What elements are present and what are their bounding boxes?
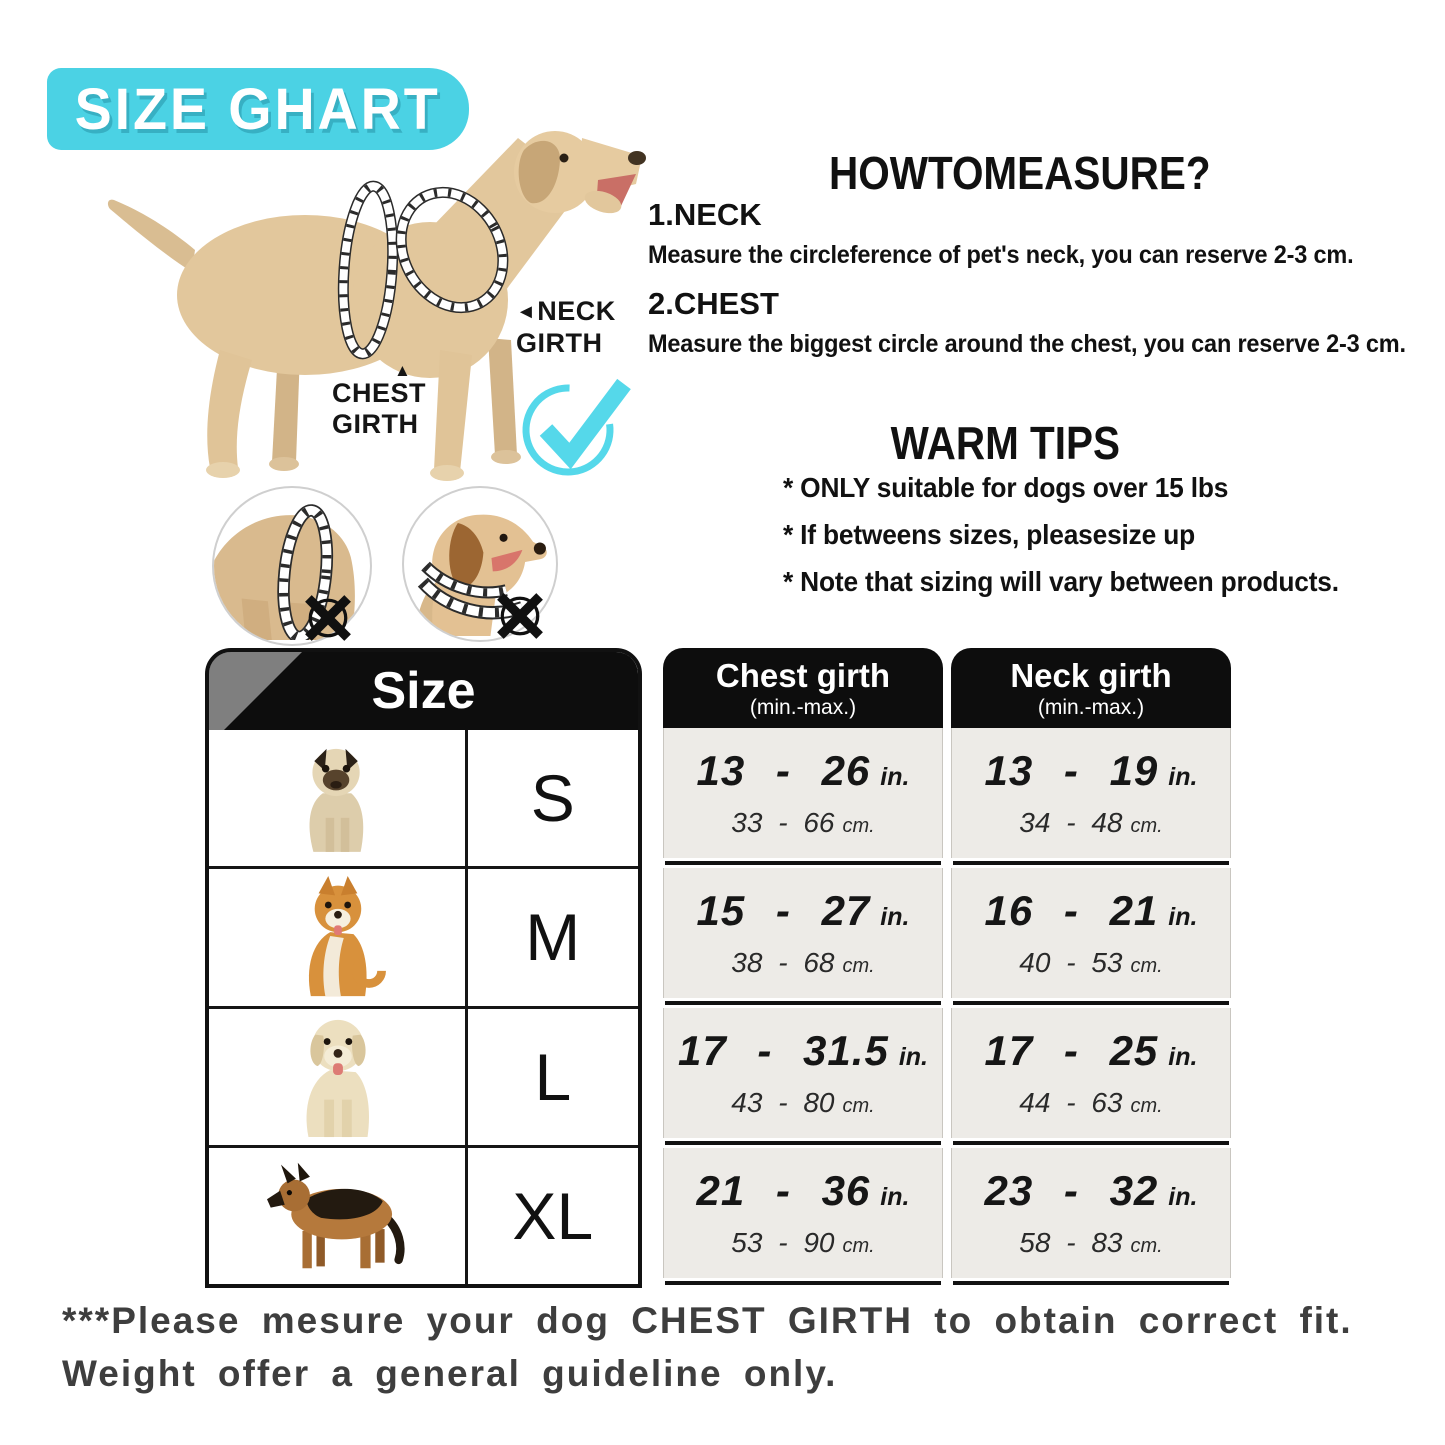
- footnote-line2: Weight offer a general guideline only.: [62, 1353, 838, 1394]
- size-table: [205, 648, 642, 1288]
- how-to-measure-heading: HOWTOMEASURE?: [829, 147, 1211, 199]
- step-neck-label: 1.NECK: [648, 197, 762, 232]
- size-value: M: [525, 900, 581, 975]
- step-neck-text: Measure the circleference of pet's neck, you can reserve 2-3 cm.: [648, 241, 1354, 269]
- chest-girth-header: Chest girth (min.-max.): [663, 648, 943, 728]
- neck-cell-l: 17 - 25 in. 44 - 63 cm.: [951, 1008, 1231, 1148]
- size-value: XL: [512, 1178, 594, 1253]
- step-chest-label: 2.CHEST: [648, 286, 779, 321]
- breed-cell: [209, 869, 468, 1005]
- labrador-illustration: [281, 1013, 393, 1141]
- german-shepherd-illustration: [237, 1160, 437, 1272]
- page-title: SIZE GHART: [74, 76, 441, 142]
- size-value: L: [534, 1039, 572, 1114]
- breed-cell: [209, 1009, 468, 1145]
- size-table-header: [209, 652, 638, 730]
- warm-tips-list: [783, 472, 1374, 613]
- table-row-s: [209, 730, 638, 869]
- step-chest-text: Measure the biggest circle around the chest, you can reserve 2-3 cm.: [648, 330, 1406, 358]
- footnote-line1: ***Please mesure your dog CHEST GIRTH to obtain correct fit.: [62, 1300, 1353, 1341]
- neck-girth-column: [951, 648, 1231, 1288]
- chest-girth-label: ▲ CHEST GIRTH: [332, 361, 427, 439]
- neck-girth-header: Neck girth (min.-max.): [951, 648, 1231, 728]
- x-mark-icon: [300, 590, 356, 646]
- table-row-xl: [209, 1148, 638, 1284]
- tip-item: * If betweens sizes, pleasesize up: [783, 519, 1195, 550]
- warm-tips-heading: WARM TIPS: [890, 417, 1120, 469]
- tip-item: * ONLY suitable for dogs over 15 lbs: [783, 472, 1229, 503]
- footnote: [62, 1294, 1353, 1400]
- check-icon: [520, 374, 632, 478]
- pug-dog-illustration: [285, 740, 389, 856]
- neck-cell-s: 13 - 19 in. 34 - 48 cm.: [951, 728, 1231, 868]
- chest-girth-column: [663, 648, 943, 1288]
- arrow-up-icon: ▲: [394, 361, 412, 380]
- size-header-label: Size: [371, 662, 476, 720]
- neck-cell-xl: 23 - 32 in. 58 - 83 cm.: [951, 1148, 1231, 1288]
- x-mark-icon: [492, 588, 548, 644]
- neck-girth-label: ◄NECK GIRTH: [516, 296, 616, 358]
- dog-eye: [560, 154, 569, 163]
- table-row-m: [209, 869, 638, 1008]
- shiba-inu-illustration: [282, 874, 392, 1000]
- arrow-left-icon: ◄: [516, 301, 537, 323]
- dog-tail: [108, 200, 195, 272]
- chest-cell-s: 13 - 26 in. 33 - 66 cm.: [663, 728, 943, 868]
- chest-cell-m: 15 - 27 in. 38 - 68 cm.: [663, 868, 943, 1008]
- tip-item: * Note that sizing will vary between products.: [783, 566, 1339, 597]
- neck-cell-m: 16 - 21 in. 40 - 53 cm.: [951, 868, 1231, 1008]
- table-row-l: [209, 1009, 638, 1148]
- size-value: S: [530, 761, 575, 836]
- breed-cell: [209, 1148, 468, 1284]
- chest-cell-xl: 21 - 36 in. 53 - 90 cm.: [663, 1148, 943, 1288]
- breed-cell: [209, 730, 468, 866]
- chest-cell-l: 17 - 31.5 in. 43 - 80 cm.: [663, 1008, 943, 1148]
